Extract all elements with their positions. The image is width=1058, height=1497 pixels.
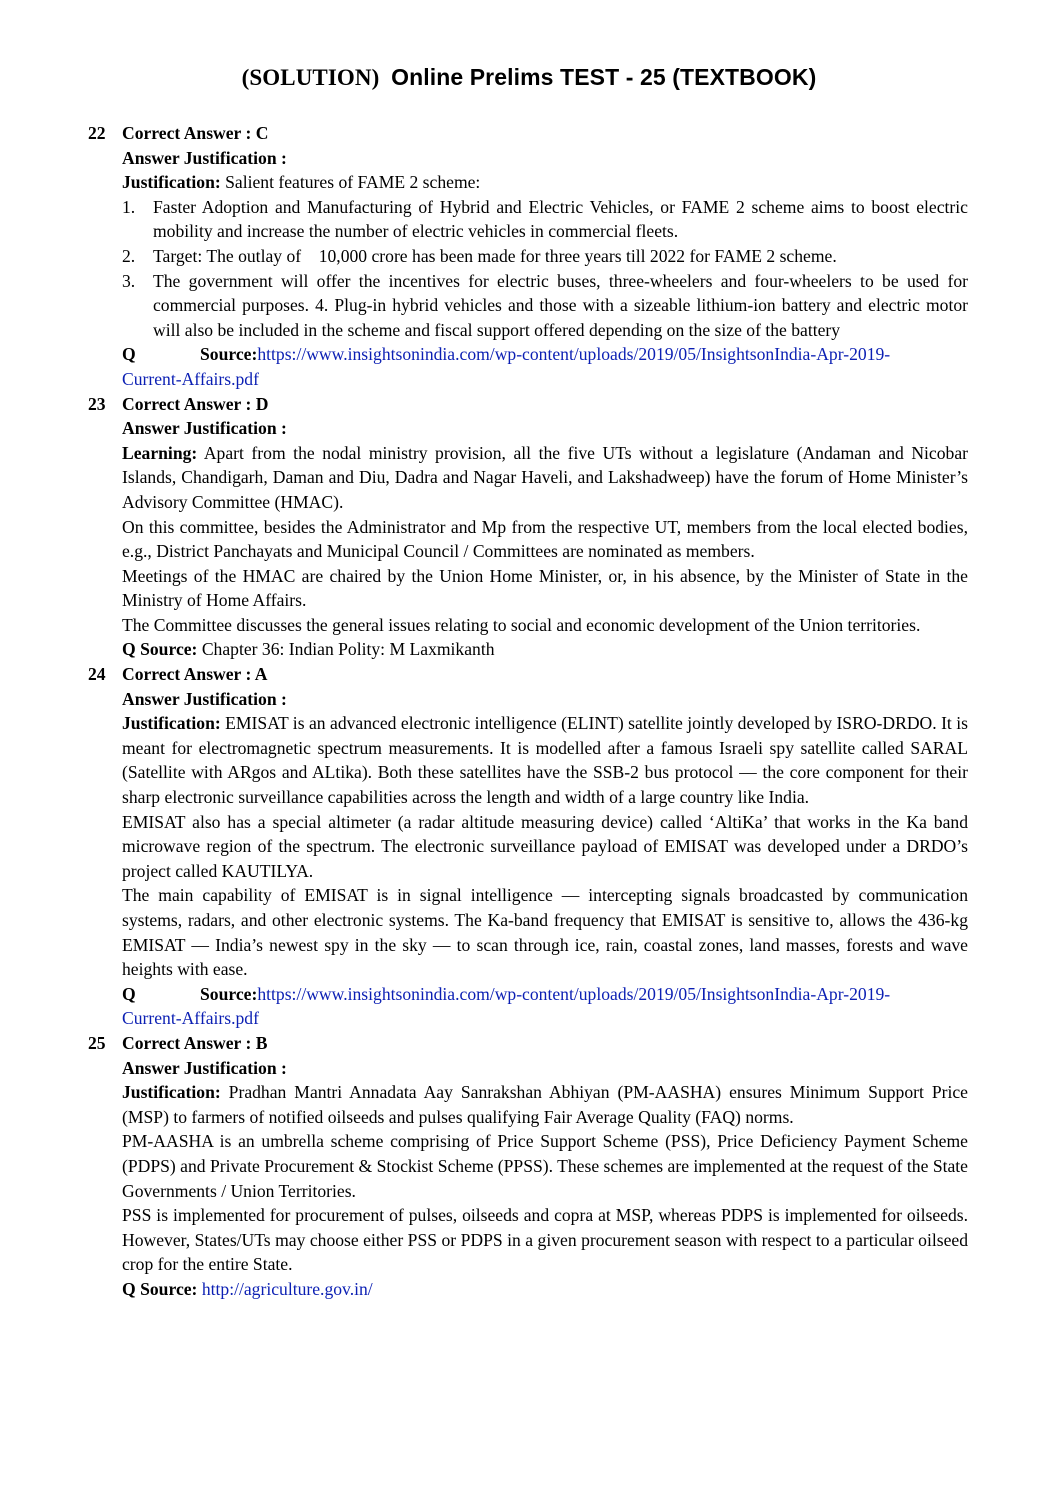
source-q-label: Q: [122, 344, 136, 365]
source-label: Source:: [200, 344, 258, 365]
question-25: [88, 1031, 968, 1302]
list-text: Faster Adoption and Manufacturing of Hybrid and Electric Vehicles, or FAME 2 scheme aims to boost electric mobility and increase the number of electric vehicles in commercial fleets.: [153, 196, 968, 242]
paragraph: The main capability of EMISAT is in signal intelligence — intercepting signals broadcasted by communication systems, radars, and other electronic systems. The Ka-band frequency that EMISAT is sensitive to, allows the 436-kg EMISAT — India’s newest spy in the sky — to scan through ice, rain, coastal zones, land masses, forests and wave heights with ease.: [122, 885, 968, 980]
question-source: [122, 342, 968, 367]
answer-justification-heading: Answer Justification :: [122, 418, 287, 439]
solutions-content: [88, 121, 968, 1302]
paragraph: Meetings of the HMAC are chaired by the Union Home Minister, or, in his absence, by the Minister of State in the Ministry of Home Affairs.: [122, 565, 968, 611]
source-q-label: Q: [122, 983, 136, 1004]
answer-justification-heading: Answer Justification :: [122, 1057, 287, 1078]
correct-answer: Correct Answer : C: [122, 123, 269, 143]
learning-label: Learning:: [122, 442, 198, 463]
question-24: [88, 662, 968, 1031]
question-source: [122, 982, 968, 1007]
paragraph: PSS is implemented for procurement of pulses, oilseeds and copra at MSP, whereas PDPS is implemented for oilseeds. However, States/UTs may choose either PSS or PDPS in a given procurement season with respect to a particular oilseed crop for the entire State.: [122, 1205, 968, 1275]
justification-label: Justification:: [122, 1082, 221, 1103]
question-source: [122, 637, 968, 662]
justification-intro: [122, 170, 968, 195]
features-list: [122, 195, 968, 343]
question-number: 23: [88, 393, 106, 414]
justification-paragraph: [88, 1080, 968, 1129]
list-item: [122, 244, 968, 269]
source-link-continued: [88, 367, 968, 392]
correct-answer: Correct Answer : A: [122, 664, 268, 685]
source-text: Chapter 36: Indian Polity: M Laxmikanth: [197, 639, 495, 660]
title-main: Online Prelims TEST - 25 (TEXTBOOK): [391, 64, 817, 90]
source-link[interactable]: https://www.insightsonindia.com/wp-content/uploads/2019/05/InsightsonIndia-Apr-2019-: [257, 983, 891, 1004]
justification-label: Justification:: [122, 713, 221, 734]
list-number: 2.: [122, 245, 136, 266]
paragraph: The Committee discusses the general issues relating to social and economic development of the Union territories.: [122, 614, 921, 635]
question-number: 25: [88, 1032, 106, 1053]
paragraph: PM-AASHA is an umbrella scheme comprising of Price Support Scheme (PSS), Price Deficiency Payment Scheme (PDPS) and Private Procurement & Stockist Scheme (PPSS). These schemes are implemented at the request of the State Governments / Union Territories.: [122, 1131, 968, 1201]
list-text: Target: The outlay of 10,000 crore has been made for three years till 2022 for FAME 2 scheme.: [153, 245, 837, 266]
source-link[interactable]: http://agriculture.gov.in/: [201, 1278, 373, 1299]
source-link-continued: [88, 1006, 968, 1031]
list-text: The government will offer the incentives for electric buses, three-wheelers and four-wheelers to be used for commercial purposes. 4. Plug-in hybrid vehicles and those with a sizeable lithium-ion battery and electric motor will also be included in the scheme and fiscal support offered depending on the size of the battery: [153, 270, 968, 340]
answer-justification-heading: Answer Justification :: [122, 688, 287, 709]
source-link[interactable]: https://www.insightsonindia.com/wp-content/uploads/2019/05/InsightsonIndia-Apr-2019-: [257, 344, 891, 365]
source-label: Q Source:: [122, 639, 198, 660]
source-link-continued-text[interactable]: Current-Affairs.pdf: [122, 368, 259, 389]
question-number: 22: [88, 123, 106, 143]
source-label: Q Source:: [122, 1278, 198, 1299]
paragraph: On this committee, besides the Administrator and Mp from the respective UT, members from the local elected bodies, e.g., District Panchayats and Municipal Council / Committees are nominated as members.: [122, 516, 968, 562]
list-number: 1.: [122, 196, 136, 217]
learning-paragraph: [88, 441, 968, 515]
learning-text: Apart from the nodal ministry provision, all the five UTs without a legislature (Andaman and Nicobar Islands, Chandigarh, Daman and Diu, Dadra and Nagar Haveli, and Lakshadweep) have the forum of Home Minister’s Advisory Committee (HMAC).: [122, 442, 968, 512]
question-23: [88, 392, 968, 663]
justification-label: Justification:: [122, 172, 221, 193]
list-item: [122, 269, 968, 343]
list-number: 3.: [122, 270, 136, 291]
title-solution-tag: (SOLUTION): [241, 65, 380, 90]
source-link-continued-text[interactable]: Current-Affairs.pdf: [122, 1008, 259, 1029]
correct-answer: Correct Answer : B: [122, 1032, 268, 1053]
answer-justification-heading: Answer Justification :: [122, 147, 287, 168]
page-title: [0, 64, 1058, 91]
justification-text: Salient features of FAME 2 scheme:: [220, 172, 481, 193]
question-source: [122, 1277, 968, 1302]
justification-paragraph: [88, 711, 968, 809]
question-22: [88, 121, 968, 392]
source-label: Source:: [200, 983, 258, 1004]
correct-answer: Correct Answer : D: [122, 393, 269, 414]
list-item: [122, 195, 968, 244]
paragraph: EMISAT also has a special altimeter (a radar altitude measuring device) called ‘AltiKa’ that works in the Ka band microwave region of the spectrum. The electronic surveillance payload of EMISAT was developed under a DRDO’s project called KAUTILYA.: [122, 811, 968, 881]
question-number: 24: [88, 664, 106, 685]
justification-text: Pradhan Mantri Annadata Aay Sanrakshan Abhiyan (PM-AASHA) ensures Minimum Support Price (MSP) to farmers of notified oilseeds and pulses qualifying Fair Average Quality (FAQ) norms.: [122, 1082, 968, 1127]
justification-text: EMISAT is an advanced electronic intelligence (ELINT) satellite jointly developed by ISRO-DRDO. It is meant for electromagnetic spectrum measurements. It is modelled after a famous Israeli spy satellite called SARAL (Satellite with ARgos and ALtika). Both these satellites have the SSB-2 bus protocol — the core component for their sharp electronic surveillance capabilities across the length and width of a large country like India.: [122, 713, 968, 808]
